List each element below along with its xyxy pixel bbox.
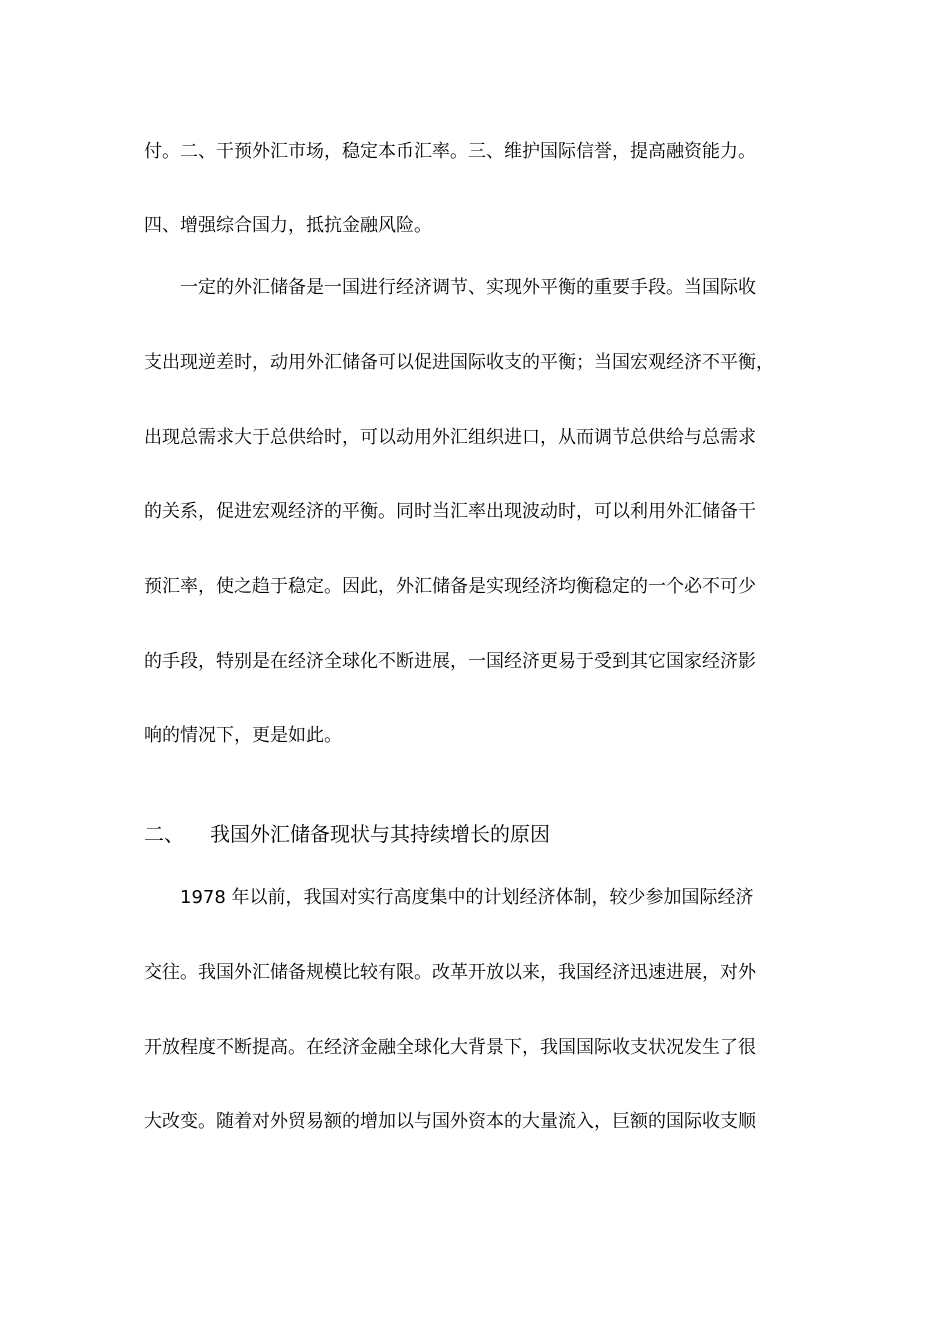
text-line: 交往。我国外汇储备规模比较有限。改革开放以来，我国经济迅速进展，对外 <box>144 962 756 983</box>
paragraph-start-line: 1978 年以前，我国对实行高度集中的计划经济体制，较少参加国际经济 <box>144 887 754 908</box>
text-line: 四、增强综合国力，抵抗金融风险。 <box>144 215 432 236</box>
text-line: 付。二、干预外汇市场，稳定本币汇率。三、维护国际信誉，提高融资能力。 <box>144 141 756 162</box>
section-number: 二、 <box>144 822 184 846</box>
section-heading <box>144 821 824 847</box>
paragraph-start-line: 一定的外汇储备是一国进行经济调节、实现外平衡的重要手段。当国际收 <box>144 277 756 298</box>
text-line: 支出现逆差时，动用外汇储备可以促进国际收支的平衡；当国宏观经济不平衡， <box>144 352 774 373</box>
text-line: 的手段，特别是在经济全球化不断进展，一国经济更易于受到其它国家经济影 <box>144 651 756 672</box>
text-line: 出现总需求大于总供给时，可以动用外汇组织进口，从而调节总供给与总需求 <box>144 427 756 448</box>
text-line: 响的情况下，更是如此。 <box>144 725 342 746</box>
text-line: 预汇率，使之趋于稳定。因此，外汇储备是实现经济均衡稳定的一个必不可少 <box>144 576 756 597</box>
text-line: 的关系，促进宏观经济的平衡。同时当汇率出现波动时，可以利用外汇储备干 <box>144 501 756 522</box>
text-line: 大改变。随着对外贸易额的增加以与国外资本的大量流入，巨额的国际收支顺 <box>144 1111 756 1132</box>
text-line: 开放程度不断提高。在经济金融全球化大背景下，我国国际收支状况发生了很 <box>144 1037 756 1058</box>
section-title: 我国外汇储备现状与其持续增长的原因 <box>210 822 550 846</box>
